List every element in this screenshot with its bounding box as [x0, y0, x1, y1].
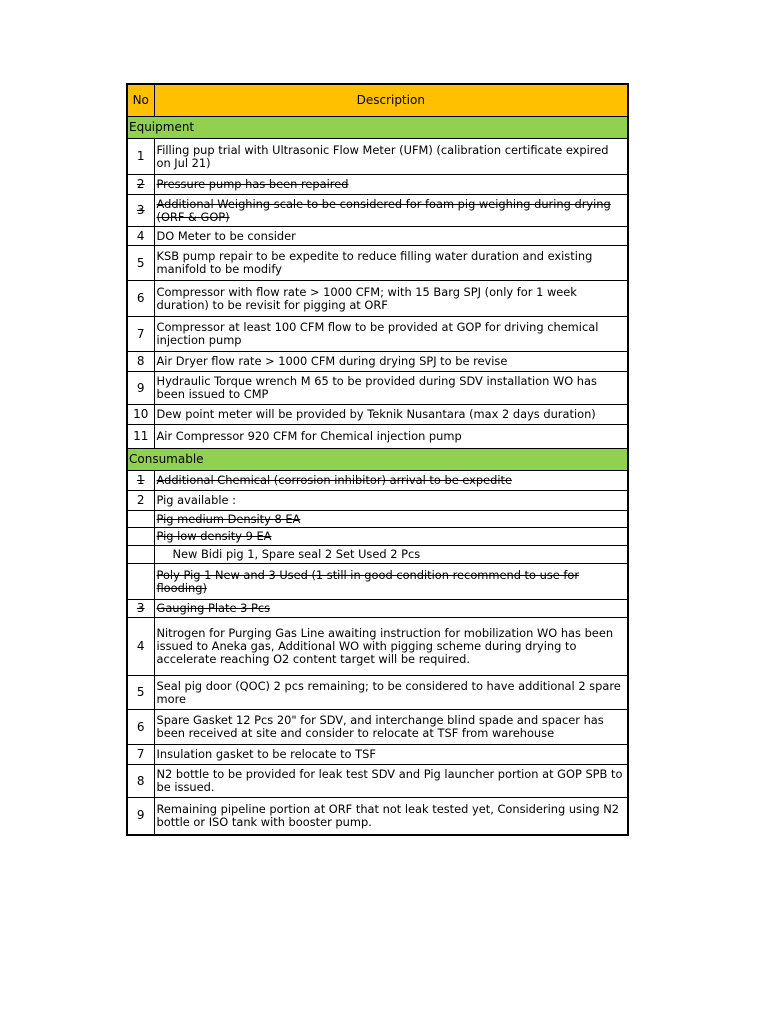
row-number: 5: [127, 676, 154, 710]
row-number: 1: [127, 471, 154, 491]
header-description: Description: [154, 84, 628, 117]
table-row: [127, 281, 628, 317]
row-description: Filling pup trial with Ultrasonic Flow Meter (UFM) (calibration certificate expired on Jul 21): [154, 139, 628, 175]
table-row: [127, 139, 628, 175]
row-description: Compressor at least 100 CFM flow to be provided at GOP for driving chemical injection pump: [154, 317, 628, 352]
row-number: 9: [127, 372, 154, 405]
row-number: 7: [127, 317, 154, 352]
row-number: 8: [127, 765, 154, 798]
section-title: Consumable: [129, 452, 204, 466]
row-description: Remaining pipeline portion at ORF that not leak tested yet, Considering using N2 bottle or ISO tank with booster pump.: [154, 798, 628, 835]
row-description: Pressure pump has been repaired: [154, 175, 628, 195]
row-description: Gauging Plate 3 Pcs: [154, 600, 628, 618]
row-description: Compressor with flow rate > 1000 CFM; with 15 Barg SPJ (only for 1 week duration) to be revisit for pigging at ORF: [154, 281, 628, 317]
row-number: [127, 511, 154, 528]
row-description: Additional Chemical (corrosion inhibitor) arrival to be expedite: [154, 471, 628, 491]
table-header-row: [127, 84, 628, 117]
section-title: Equipment: [129, 120, 195, 134]
table-row: [127, 564, 628, 600]
table-row: [127, 246, 628, 281]
row-number: 6: [127, 710, 154, 745]
row-description: Pig low density 9 EA: [154, 528, 628, 546]
table-row: [127, 511, 628, 528]
row-number: 2: [127, 175, 154, 195]
row-number: 4: [127, 227, 154, 246]
row-number: 5: [127, 246, 154, 281]
header-no: No: [127, 84, 154, 117]
row-number: 3: [127, 195, 154, 227]
table-row: [127, 798, 628, 835]
table-row: [127, 175, 628, 195]
table-row: [127, 546, 628, 564]
table-row: [127, 195, 628, 227]
table-row: [127, 405, 628, 425]
row-description: Pig available :: [154, 491, 628, 511]
row-number: 9: [127, 798, 154, 835]
row-number: 7: [127, 745, 154, 765]
table-row: [127, 765, 628, 798]
section-row: [127, 449, 628, 471]
table-row: [127, 352, 628, 372]
row-number: [127, 564, 154, 600]
row-number: 4: [127, 618, 154, 676]
table-row: [127, 372, 628, 405]
table-row: [127, 227, 628, 246]
row-description: Insulation gasket to be relocate to TSF: [154, 745, 628, 765]
row-number: 10: [127, 405, 154, 425]
row-number: [127, 546, 154, 564]
row-description: Pig medium Density 8 EA: [154, 511, 628, 528]
row-description: N2 bottle to be provided for leak test SDV and Pig launcher portion at GOP SPB to be issued.: [154, 765, 628, 798]
row-description: Air Dryer flow rate > 1000 CFM during drying SPJ to be revise: [154, 352, 628, 372]
row-description: Poly Pig 1 New and 3 Used (1 still in good condition recommend to use for flooding): [154, 564, 628, 600]
table-row: [127, 710, 628, 745]
row-description: Hydraulic Torque wrench M 65 to be provided during SDV installation WO has been issued to CMP: [154, 372, 628, 405]
row-description: Nitrogen for Purging Gas Line awaiting instruction for mobilization WO has been issued to Aneka gas, Additional WO with pigging scheme during drying to accelerate reaching O2 content target will be required.: [154, 618, 628, 676]
row-number: [127, 528, 154, 546]
table-row: [127, 425, 628, 449]
row-number: 3: [127, 600, 154, 618]
row-description: Additional Weighing scale to be considered for foam pig weighing during drying (ORF & GOP): [154, 195, 628, 227]
table-row: [127, 745, 628, 765]
table-row: [127, 618, 628, 676]
row-number: 11: [127, 425, 154, 449]
row-description: DO Meter to be consider: [154, 227, 628, 246]
table-row: [127, 491, 628, 511]
table-row: [127, 676, 628, 710]
row-number: 2: [127, 491, 154, 511]
table-row: [127, 317, 628, 352]
table-row: [127, 600, 628, 618]
row-number: 1: [127, 139, 154, 175]
row-number: 6: [127, 281, 154, 317]
row-description: New Bidi pig 1, Spare seal 2 Set Used 2 Pcs: [154, 546, 628, 564]
row-description: Air Compressor 920 CFM for Chemical injection pump: [154, 425, 628, 449]
row-number: 8: [127, 352, 154, 372]
row-description: KSB pump repair to be expedite to reduce filling water duration and existing manifold to be modify: [154, 246, 628, 281]
row-description: Seal pig door (QOC) 2 pcs remaining; to be considered to have additional 2 spare more: [154, 676, 628, 710]
section-row: [127, 117, 628, 139]
table-row: [127, 528, 628, 546]
checklist-table: [126, 83, 629, 836]
table-row: [127, 471, 628, 491]
row-description: Spare Gasket 12 Pcs 20" for SDV, and interchange blind spade and spacer has been received at site and consider to relocate at TSF from warehouse: [154, 710, 628, 745]
row-description: Dew point meter will be provided by Teknik Nusantara (max 2 days duration): [154, 405, 628, 425]
